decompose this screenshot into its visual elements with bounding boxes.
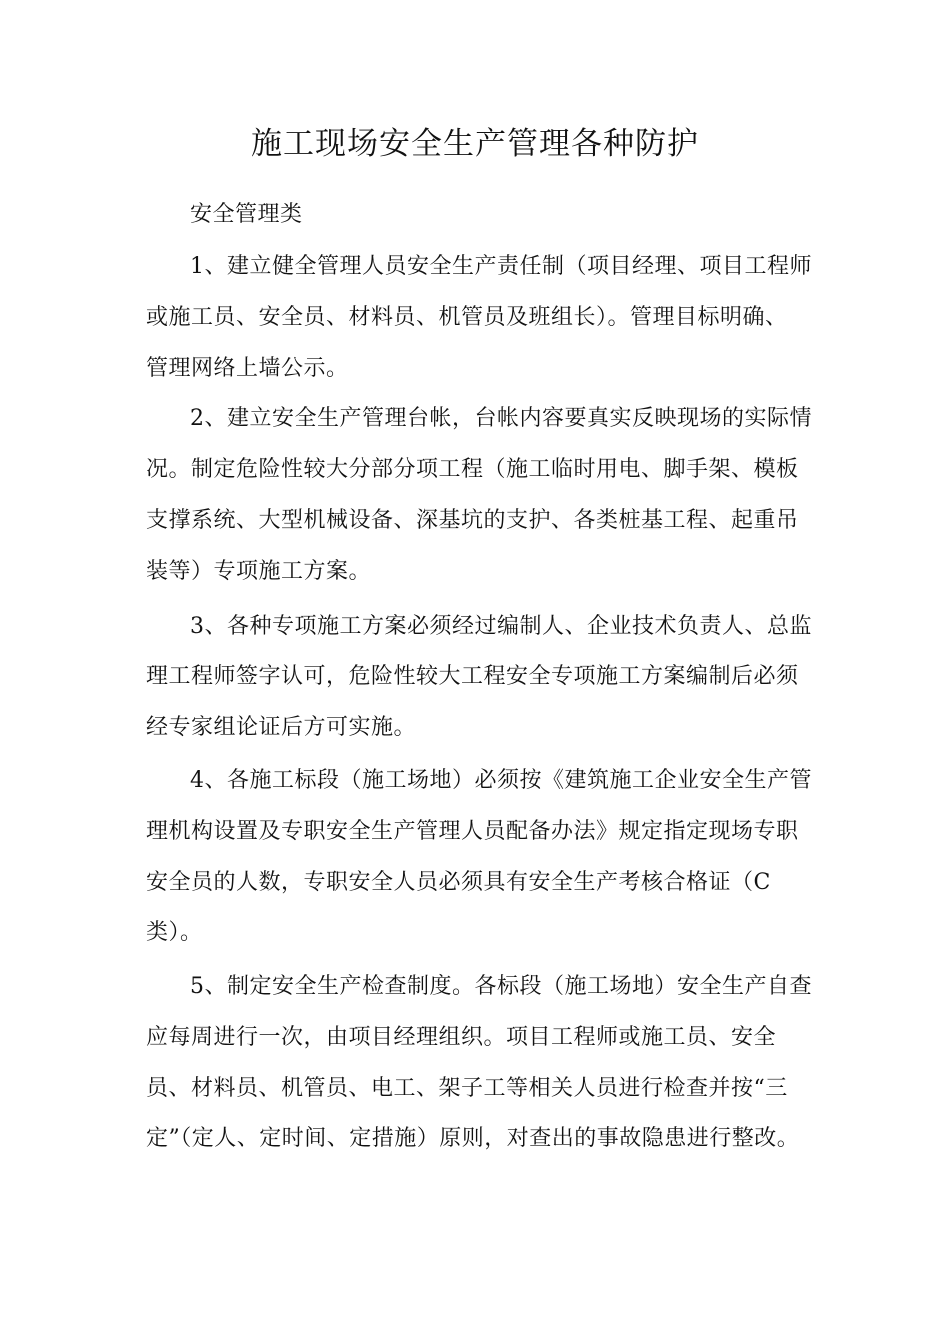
paragraph-4-line-4: 类）。 (146, 920, 203, 945)
paragraph-1-line-1: 1、建立健全管理人员安全生产责任制（项目经理、项目工程师 (190, 254, 812, 279)
paragraph-3-line-3: 经专家组论证后方可实施。 (146, 715, 417, 740)
paragraph-5-line-2: 应每周进行一次，由项目经理组织。项目工程师或施工员、安全 (146, 1025, 777, 1050)
paragraph-5-line-1: 5、制定安全生产检查制度。各标段（施工场地）安全生产自查 (190, 974, 812, 999)
paragraph-2-line-2: 况。制定危险性较大分部分项工程（施工临时用电、脚手架、模板 (146, 457, 799, 482)
paragraph-1-line-2: 或施工员、安全员、材料员、机管员及班组长）。管理目标明确、 (146, 305, 788, 330)
paragraph-5-line-4: 定”（定人、定时间、定措施）原则，对查出的事故隐患进行整改。 (146, 1126, 800, 1151)
paragraph-3-line-1: 3、各种专项施工方案必须经过编制人、企业技术负责人、总监 (190, 614, 812, 639)
section-heading: 安全管理类 (190, 202, 303, 227)
paragraph-5-line-3: 员、材料员、机管员、电工、架子工等相关人员进行检查并按“三 (146, 1076, 788, 1101)
paragraph-1-line-3: 管理网络上墙公示。 (146, 356, 349, 381)
paragraph-3-line-2: 理工程师签字认可，危险性较大工程安全专项施工方案编制后必须 (146, 664, 799, 689)
paragraph-4-line-3: 安全员的人数，专职安全人员必须具有安全生产考核合格证（C (146, 870, 771, 895)
paragraph-4-line-1: 4、各施工标段（施工场地）必须按《建筑施工企业安全生产管 (190, 768, 812, 793)
paragraph-2-line-1: 2、建立安全生产管理台帐，台帐内容要真实反映现场的实际情 (190, 406, 812, 431)
paragraph-4-line-2: 理机构设置及专职安全生产管理人员配备办法》规定指定现场专职 (146, 819, 799, 844)
paragraph-2-line-4: 装等）专项施工方案。 (146, 559, 372, 584)
document-title: 施工现场安全生产管理各种防护 (251, 126, 699, 162)
paragraph-2-line-3: 支撑系统、大型机械设备、深基坑的支护、各类桩基工程、起重吊 (146, 508, 799, 533)
